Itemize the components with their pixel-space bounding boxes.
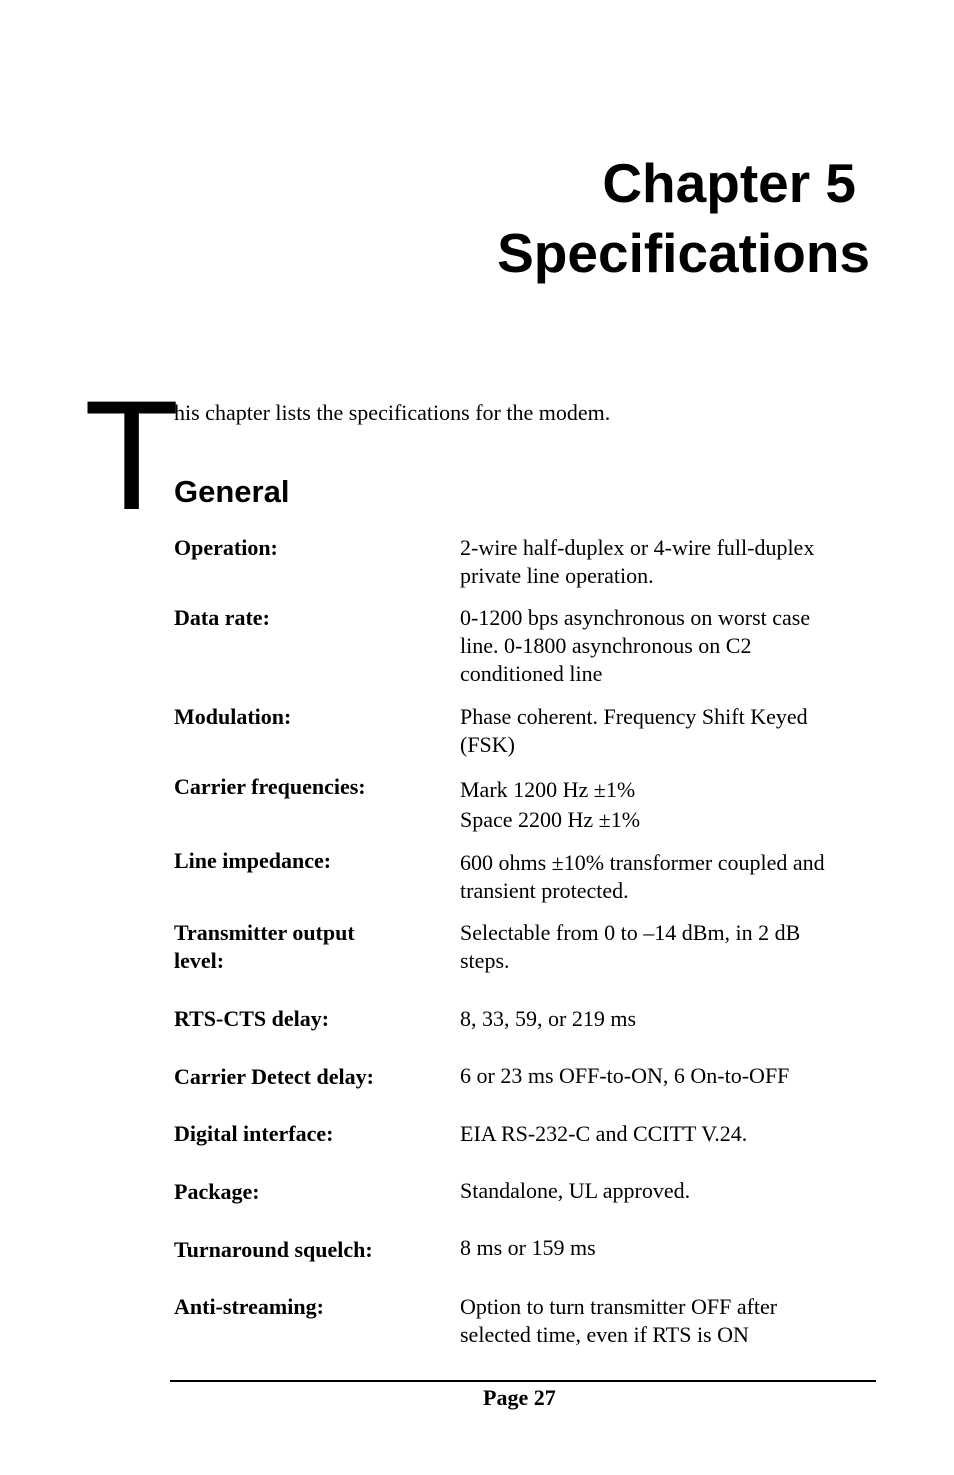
page-number: Page 27 [483, 1385, 556, 1410]
spec-value: Mark 1200 Hz ±1% Space 2200 Hz ±1% [460, 777, 641, 832]
spec-value: 8, 33, 59, or 219 ms [460, 1006, 636, 1031]
spec-label: Transmitter output level: [174, 920, 355, 973]
chapter-name: Specifications [497, 222, 870, 284]
spec-label: Carrier frequencies: [174, 774, 366, 799]
spec-value: 8 ms or 159 ms [460, 1235, 596, 1260]
spec-label: Anti-streaming: [174, 1294, 324, 1319]
section-heading-general: General [174, 474, 290, 509]
spec-label: Data rate: [174, 605, 270, 630]
spec-label: Digital interface: [174, 1121, 334, 1146]
spec-value: Option to turn transmitter OFF after selected time, even if RTS is ON [460, 1294, 778, 1347]
spec-value: Selectable from 0 to –14 dBm, in 2 dB steps. [460, 920, 801, 973]
spec-label: Modulation: [174, 704, 292, 729]
spec-label: Carrier Detect delay: [174, 1064, 374, 1089]
chapter-number: Chapter 5 [602, 152, 856, 214]
drop-cap: T [84, 369, 180, 543]
chapter-title [497, 148, 870, 288]
spec-value: 600 ohms ±10% transformer coupled and transient protected. [460, 850, 825, 903]
spec-value: EIA RS-232-C and CCITT V.24. [460, 1121, 748, 1146]
spec-label: Turnaround squelch: [174, 1237, 373, 1262]
footer-rule [170, 1380, 876, 1382]
spec-value: Standalone, UL approved. [460, 1178, 691, 1203]
spec-value: 0-1200 bps asynchronous on worst case line. 0-1800 asynchronous on C2 conditioned line [460, 605, 811, 686]
spec-label: Operation: [174, 535, 278, 560]
spec-value: Phase coherent. Frequency Shift Keyed (FSK) [460, 704, 808, 757]
spec-label: Package: [174, 1179, 260, 1204]
spec-label: RTS-CTS delay: [174, 1006, 330, 1031]
spec-value: 2-wire half-duplex or 4-wire full-duplex private line operation. [460, 535, 815, 588]
spec-value: 6 or 23 ms OFF-to-ON, 6 On-to-OFF [460, 1063, 790, 1088]
spec-label: Line impedance: [174, 848, 332, 873]
intro-text: his chapter lists the specifications for the modem. [174, 400, 611, 425]
